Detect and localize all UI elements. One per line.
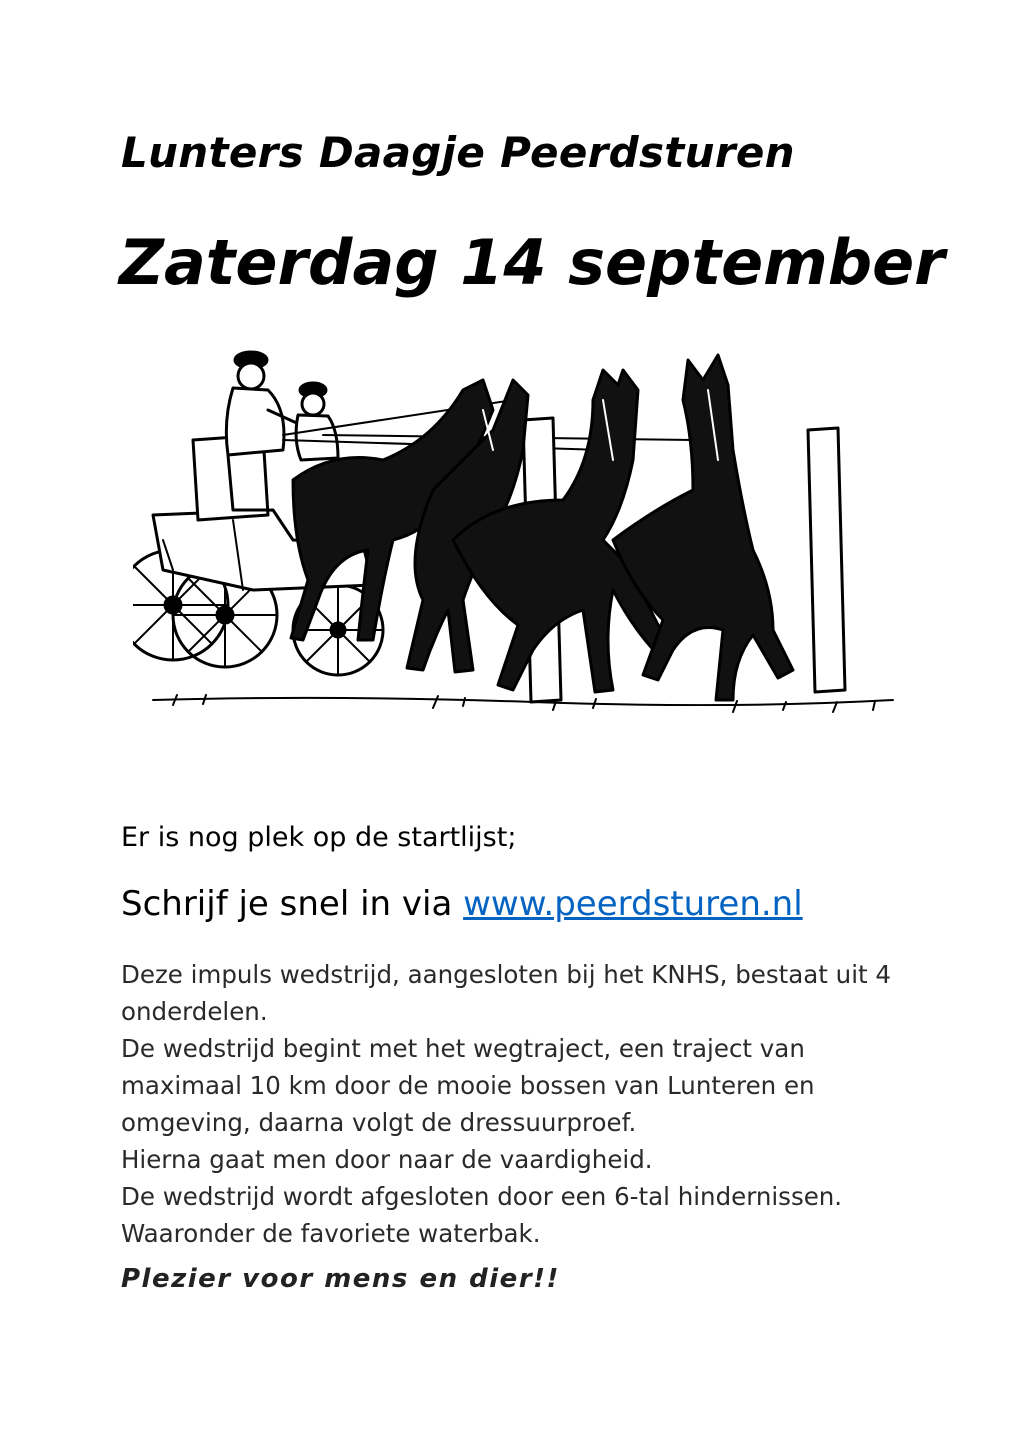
- event-description: [121, 956, 921, 1252]
- poster-title: Lunters Daagje Peerdsturen: [121, 128, 795, 177]
- horse-carriage-icon: [133, 340, 923, 760]
- signup-line: [121, 884, 803, 924]
- description-line: onderdelen.: [121, 997, 268, 1026]
- description-line: Hierna gaat men door naar de vaardigheid.: [121, 1145, 653, 1174]
- description-line: Waaronder de favoriete waterbak.: [121, 1219, 541, 1248]
- startlist-notice: Er is nog plek op de startlijst;: [121, 822, 517, 853]
- description-line: omgeving, daarna volgt de dressuurproef.: [121, 1108, 637, 1137]
- description-line: De wedstrijd begint met het wegtraject, een traject van: [121, 1034, 805, 1063]
- description-line: maximaal 10 km door de mooie bossen van Lunteren en: [121, 1071, 815, 1100]
- signup-link[interactable]: www.peerdsturen.nl: [463, 884, 803, 924]
- description-line: De wedstrijd wordt afgesloten door een 6-tal hindernissen.: [121, 1182, 843, 1211]
- description-line: Deze impuls wedstrijd, aangesloten bij het KNHS, bestaat uit 4: [121, 960, 891, 989]
- closing-slogan: Plezier voor mens en dier!!: [121, 1264, 560, 1294]
- signup-prefix: Schrijf je snel in via: [121, 884, 464, 924]
- event-date: Zaterdag 14 september: [119, 226, 945, 299]
